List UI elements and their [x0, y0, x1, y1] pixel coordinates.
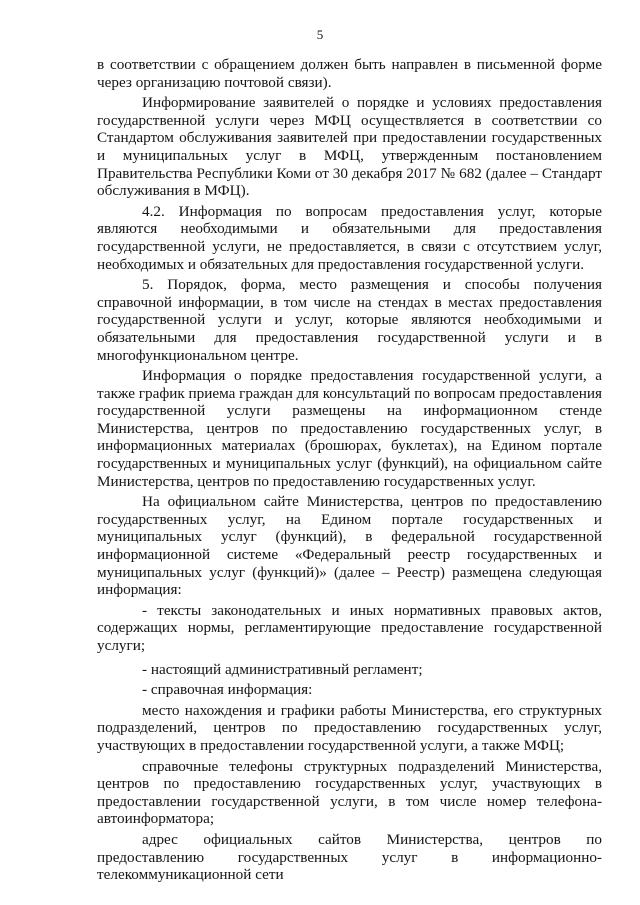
paragraph-schedule-info: Информация о порядке предоставления государственной услуги, а также график приема граждан для консультаций по вопросам предоставления государственной услуги размещены на информационном стенде Министерства, центров по предоставлению государственных услуг, в информационных материалах (брошюрах, буклетах), на Едином портале государственных и муниципальных услуг (функций), на официальном сайте Министерства, центров по предоставлению государственных услуг.	[97, 367, 602, 490]
paragraph-continuation: в соответствии с обращением должен быть направлен в письменной форме через организацию почтовой связи).	[97, 56, 602, 91]
list-item-legal-acts: - тексты законодательных и иных нормативных правовых актов, содержащих нормы, регламентирующие предоставление государственной услуги;	[97, 601, 602, 654]
paragraph-official-site: На официальном сайте Министерства, центров по предоставлению государственных услуг, на Едином портале государственных и муниципальных услуг (функций), в федеральной государственной информационной системе «Федеральный реестр государственных и муниципальных услуг (функций)» (далее – Реестр) размещена следующая информация:	[97, 493, 602, 599]
paragraph-5: 5. Порядок, форма, место размещения и способы получения справочной информации, в том числе на стендах в местах предоставления государственной услуги и услуг, которые являются необходимыми и обязательными для предоставления государственной услуги и в многофункциональном центре.	[97, 276, 602, 364]
list-item-regulation: - настоящий административный регламент;	[142, 660, 423, 678]
paragraph-locations-schedules: место нахождения и графики работы Министерства, его структурных подразделений, центров по предоставлению государственных услуг, участвующих в предоставлении государственной услуги, а также МФЦ;	[97, 701, 602, 754]
document-body	[97, 56, 602, 884]
page-number: 5	[316, 27, 324, 42]
paragraph-4-2: 4.2. Информация по вопросам предоставления услуг, которые являются необходимыми и обязательными для предоставления государственной услуги, не предоставляется, в связи с отсутствием услуг, необходимых и обязательных для предоставления государственной услуги.	[97, 202, 602, 273]
list-item-reference-info: - справочная информация:	[142, 681, 313, 699]
paragraph-mfc-informing: Информирование заявителей о порядке и условиях предоставления государственной услуги через МФЦ осуществляется в соответствии со Стандартом обслуживания заявителей при предоставлении государственных и муниципальных услуг в МФЦ, утвержденным постановлением Правительства Республики Коми от 30 декабря 2017 № 682 (далее – Стандарт обслуживания в МФЦ).	[97, 94, 602, 200]
paragraph-websites: адрес официальных сайтов Министерства, центров по предоставлению государственных услуг в информационно-телекоммуникационной сети	[97, 830, 602, 884]
paragraph-phones: справочные телефоны структурных подразделений Министерства, центров по предоставлению государственных услуг, участвующих в предоставлении государственной услуги, в том числе номер телефона-автоинформатора;	[97, 757, 602, 828]
